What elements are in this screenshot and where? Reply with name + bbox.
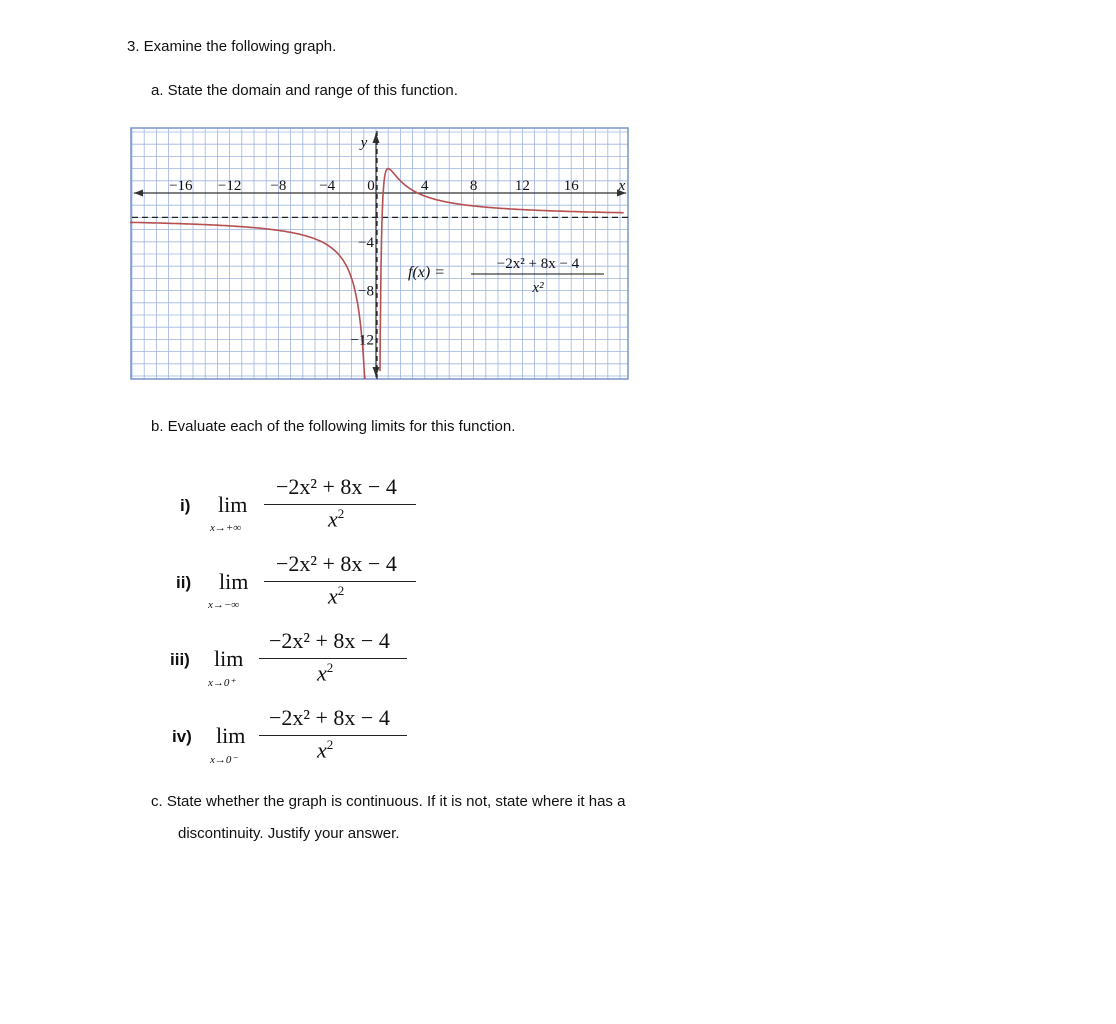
x-tick-label: 4	[421, 178, 429, 194]
limit-denominator: $x^2$	[317, 737, 334, 763]
function-numerator: −2x² + 8x − 4	[496, 256, 580, 272]
limit-number: iii)	[170, 650, 190, 669]
x-tick-label: 0	[367, 178, 375, 194]
x-tick-label: −12	[217, 178, 242, 194]
part-c-text-line1: c. State whether the graph is continuous. If it is not, state where it has a	[151, 793, 626, 810]
part-b-text: b. Evaluate each of the following limits for this function.	[151, 418, 516, 435]
function-graph	[130, 127, 630, 381]
limit-item	[170, 628, 470, 708]
question-heading: 3. Examine the following graph.	[127, 38, 337, 55]
x-tick-label: 12	[514, 178, 530, 194]
y-tick-label: −12	[350, 332, 374, 349]
limit-numerator: −2x² + 8x − 4	[269, 628, 390, 653]
x-axis-label: x	[618, 178, 626, 194]
limit-numerator: −2x² + 8x − 4	[276, 474, 397, 499]
y-tick-label: −4	[358, 234, 374, 251]
curve-left-branch	[130, 222, 365, 379]
limit-fraction-bar	[264, 581, 416, 582]
limit-fraction-bar	[259, 735, 407, 736]
limit-denominator: $x^2$	[328, 583, 345, 609]
limit-approach: x→−∞	[208, 599, 240, 611]
limit-approach: x→+∞	[210, 522, 242, 534]
function-denominator: x²	[532, 280, 544, 296]
limit-number: i)	[180, 496, 191, 515]
part-a-text: a. State the domain and range of this function.	[151, 82, 458, 99]
x-tick-label: −8	[270, 178, 287, 194]
x-tick-label: 16	[563, 178, 579, 194]
limit-fraction-bar	[264, 504, 416, 505]
x-tick-label: −16	[169, 178, 193, 194]
limit-item	[176, 551, 476, 631]
limit-numerator: −2x² + 8x − 4	[276, 551, 397, 576]
limit-word: lim	[216, 723, 246, 748]
limit-numerator: −2x² + 8x − 4	[269, 705, 390, 730]
limit-item	[180, 474, 480, 554]
limit-fraction-bar	[259, 658, 407, 659]
part-c-text-line2: discontinuity. Justify your answer.	[178, 825, 400, 842]
y-tick-label: −8	[358, 283, 374, 300]
limit-denominator: $x^2$	[328, 506, 345, 532]
limit-item	[172, 705, 472, 785]
limit-number: ii)	[176, 573, 192, 592]
y-axis-label: y	[360, 135, 368, 151]
limit-approach: x→0⁺	[208, 677, 236, 689]
y-axis-arrow-down	[373, 367, 380, 377]
limit-denominator: $x^2$	[317, 660, 334, 686]
x-tick-label: −4	[319, 178, 336, 194]
limit-word: lim	[214, 646, 244, 671]
x-tick-label: 8	[469, 178, 478, 194]
limit-word: lim	[219, 569, 249, 594]
function-name: f(x) =	[408, 264, 445, 281]
y-axis-arrow-up	[373, 133, 380, 143]
limit-word: lim	[218, 492, 248, 517]
x-axis-arrow-left	[134, 190, 143, 197]
limit-number: iv)	[172, 727, 192, 746]
limit-approach: x→0⁻	[210, 754, 238, 766]
